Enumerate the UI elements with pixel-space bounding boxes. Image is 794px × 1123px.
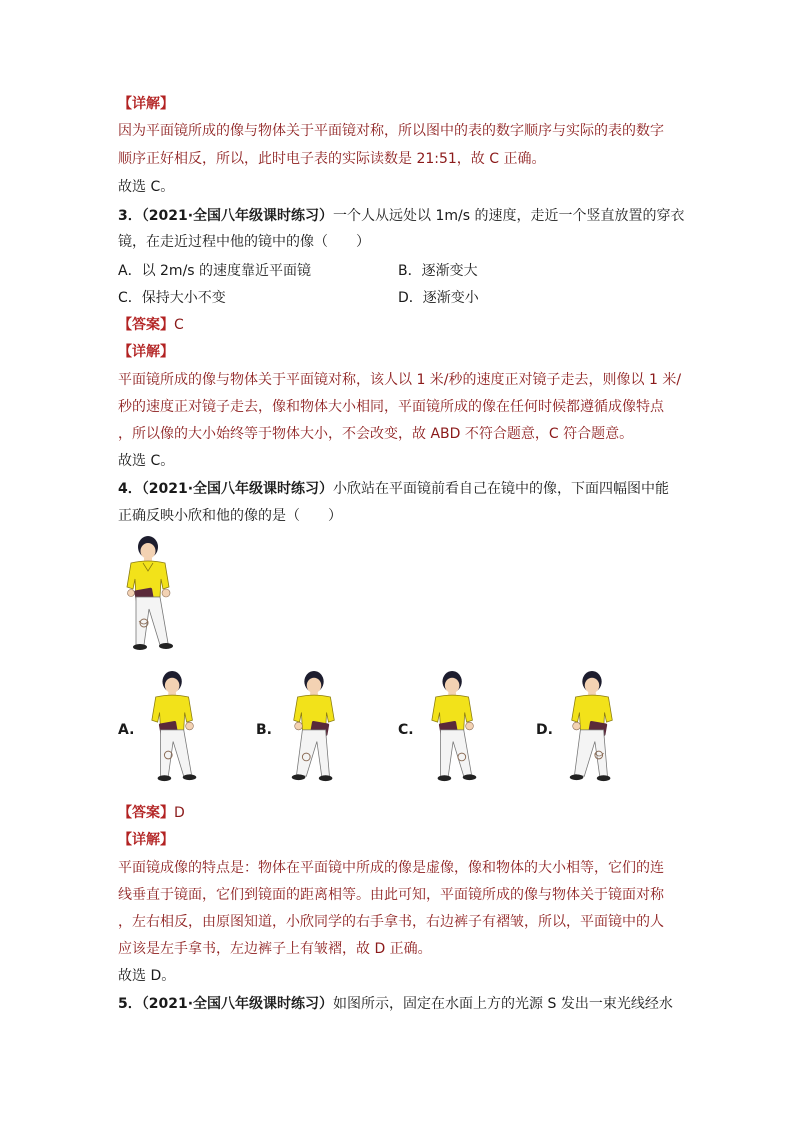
q4-figure-label-b: B. (256, 722, 272, 738)
q3-option-d: D．逐渐变小 (398, 290, 479, 306)
q3-stem-line-1 (118, 207, 685, 225)
q3-detail-line-3: ，所以像的大小始终等于物体大小，不会改变，故 ABD 不符合题意，C 符合题意。 (118, 426, 634, 442)
q3-answer-label: 【答案】 (118, 317, 174, 333)
q5-number: 5． (118, 996, 142, 1012)
option-d-boy-figure (562, 670, 622, 784)
q4-choose: 故选 D。 (118, 968, 176, 984)
boy-drawing (292, 671, 335, 781)
q5-stem-text: 如图所示，固定在水面上方的光源 S 发出一束光线经水 (333, 996, 673, 1012)
q4-figure-label-a: A. (118, 722, 135, 738)
boy-drawing (127, 536, 173, 650)
q4-detail-line-2: 线垂直于镜面，它们到镜面的距离相等。由此可知，平面镜所成的像与物体关于镜面对称 (118, 887, 664, 903)
q4-detail-heading: 【详解】 (118, 832, 174, 848)
q3-number: 3． (118, 208, 142, 224)
q3-choose: 故选 C。 (118, 453, 175, 469)
q4-stem-line-2: 正确反映小欣和他的像的是（ ） (118, 508, 342, 524)
q2-detail-heading: 【详解】 (118, 96, 174, 112)
q3-option-b: B．逐渐变大 (398, 263, 478, 279)
q4-source: （2021·全国八年级课时练习） (141, 481, 334, 497)
q2-choose: 故选 C。 (118, 179, 175, 195)
q2-detail-line-2: 顺序正好相反，所以，此时电子表的实际读数是 21:51，故 C 正确。 (118, 151, 546, 167)
q4-stem-line-1 (118, 480, 669, 498)
q3-option-c: C．保持大小不变 (118, 290, 226, 306)
option-b-boy-figure (284, 670, 344, 784)
q4-number: 4． (118, 481, 142, 497)
q3-answer (118, 316, 184, 334)
q3-stem-line-2: 镜，在走近过程中他的镜中的像（ ） (118, 234, 370, 250)
q4-figure-label-c: C. (398, 722, 414, 738)
q4-figure-label-d: D. (536, 722, 553, 738)
q3-option-a: A．以 2m/s 的速度靠近平面镜 (118, 263, 312, 279)
q3-detail-heading: 【详解】 (118, 344, 174, 360)
boy-drawing (432, 671, 476, 781)
q5-stem-line-1 (118, 995, 673, 1013)
boy-drawing (570, 671, 613, 781)
q4-answer-value: D (174, 805, 185, 821)
q4-detail-line-4: 应该是左手拿书，左边裤子上有皱褶，故 D 正确。 (118, 941, 432, 957)
option-c-boy-figure (426, 670, 486, 784)
q3-stem-text: 一个人从远处以 1m/s 的速度，走近一个竖直放置的穿衣 (333, 208, 685, 224)
q5-source: （2021·全国八年级课时练习） (141, 996, 334, 1012)
q4-answer-label: 【答案】 (118, 805, 174, 821)
q3-answer-value: C (174, 317, 184, 333)
boy-drawing (152, 671, 196, 781)
q3-detail-line-2: 秒的速度正对镜子走去，像和物体大小相同，平面镜所成的像在任何时候都遵循成像特点 (118, 399, 664, 415)
q4-stem-text: 小欣站在平面镜前看自己在镜中的像，下面四幅图中能 (333, 481, 670, 497)
original-boy-figure (122, 535, 182, 653)
option-a-boy-figure (146, 670, 206, 784)
q3-detail-line-1: 平面镜所成的像与物体关于平面镜对称，该人以 1 米/秒的速度正对镜子走去，则像以 1 米/ (118, 372, 682, 388)
q4-answer (118, 804, 185, 822)
q4-detail-line-3: ，左右相反，由原图知道，小欣同学的右手拿书，右边裤子有褶皱，所以，平面镜中的人 (118, 914, 664, 930)
q2-detail-line-1: 因为平面镜所成的像与物体关于平面镜对称，所以图中的表的数字顺序与实际的表的数字 (118, 123, 664, 139)
q3-source: （2021·全国八年级课时练习） (141, 208, 334, 224)
q4-detail-line-1: 平面镜成像的特点是：物体在平面镜中所成的像是虚像，像和物体的大小相等，它们的连 (118, 860, 664, 876)
